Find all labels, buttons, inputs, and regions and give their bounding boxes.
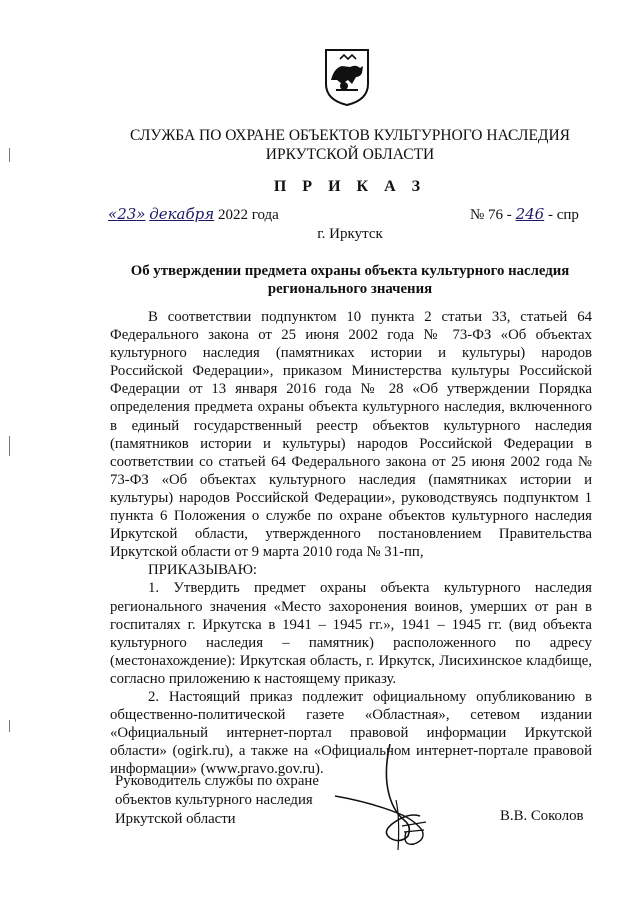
organization-region: ИРКУТСКОЙ ОБЛАСТИ: [265, 146, 435, 163]
position-line: Иркутской области: [115, 811, 236, 827]
margin-mark: [9, 720, 10, 732]
document-number: [470, 205, 579, 224]
signatory-position: [115, 772, 319, 829]
date-month: декабря: [149, 205, 215, 223]
order-item-2: 2. Настоящий приказ подлежит официальному опубликованию в общественно-политической газете «Областная», сетевом издании «Официальный интернет-портал правовой информации Иркутской области» (ogirk.ru), а также на «Официальном интернет-портале правовой информации» (www.pravo.gov.ru).: [110, 688, 592, 778]
order-item-1: 1. Утвердить предмет охраны объекта культурного наследия регионального значения «Место захоронения воинов, умерших от ран в госпиталях г. Иркутска в 1941 – 1945 гг.», 1941 – 1945 гг. (вид объекта культурного наследия – памятник) расположенного по адресу (местонахождение): Иркутская область, г. Иркутск, Лисихинское кладбище, согласно приложению к настоящему приказу.: [110, 580, 592, 687]
number-handwritten: 246: [515, 205, 545, 223]
date-open-quote: «: [108, 205, 118, 223]
signatory-name: В.В. Соколов: [500, 808, 584, 824]
date-close-quote: »: [136, 205, 146, 223]
position-line: объектов культурного наследия: [115, 792, 313, 808]
organization-name: СЛУЖБА ПО ОХРАНЕ ОБЪЕКТОВ КУЛЬТУРНОГО НАСЛЕДИЯ: [129, 127, 571, 144]
date-year: 2022 года: [217, 207, 279, 223]
margin-mark: [9, 148, 10, 162]
number-suffix: - спр: [547, 207, 579, 223]
number-prefix: № 76 -: [470, 207, 512, 223]
document-title: Об утверждении предмета охраны объекта культурного наследия регионального значения: [130, 263, 570, 297]
date-day: 23: [117, 205, 137, 223]
document-body: [110, 308, 592, 778]
handwritten-signature-icon: [330, 740, 450, 855]
preamble-paragraph: В соответствии подпунктом 10 пункта 2 статьи 33, статьей 64 Федерального закона от 25 июня 2002 года № 73-ФЗ «Об объектах культурного наследия (памятниках истории и культуры) народов Российской Федерации», приказом Министерства культуры Российской Федерации от 13 января 2016 года № 28 «Об утверждении Порядка определения предмета охраны объекта культурного наследия, включенного в единый государственный реестр объектов культурного наследия (памятников истории и культуры) народов Российской Федерации в соответствии со статьей 64 Федерального закона от 25 июня 2002 года № 73-ФЗ «Об объектах культурного наследия (памятниках истории и культуры) народов Российской Федерации», руководствуясь подпунктом 1 пункта 6 Положения о службе по охране объектов культурного наследия Иркутской области, утвержденного постановлением Правительства Иркутской области от 9 марта 2010 года № 31-пп,: [110, 309, 592, 561]
irkutsk-coat-of-arms-icon: [322, 46, 372, 108]
document-type: П Р И К А З: [273, 178, 427, 195]
document-city: г. Иркутск: [317, 226, 383, 242]
command-word: ПРИКАЗЫВАЮ:: [148, 562, 258, 579]
margin-mark: [9, 436, 10, 456]
position-line: Руководитель службы по охране: [115, 773, 319, 789]
document-date: [108, 205, 279, 224]
